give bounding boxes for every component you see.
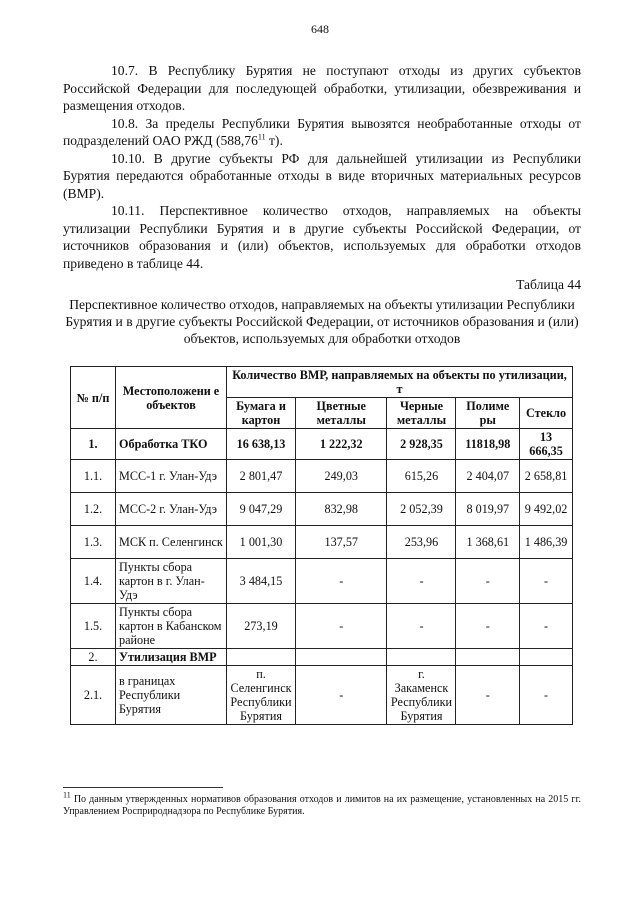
- table-label: Таблица 44: [516, 277, 581, 292]
- cell-nonferrous: 249,03: [296, 460, 387, 493]
- header-glass: Стекло: [520, 398, 573, 429]
- cell-paper: 16 638,13: [227, 429, 296, 460]
- row-num: 1.: [71, 429, 116, 460]
- row-location: Обработка ТКО: [116, 429, 227, 460]
- cell-polymers: 8 019,97: [456, 493, 520, 526]
- header-ferrous: Черные металлы: [387, 398, 456, 429]
- cell-polymers: 2 404,07: [456, 460, 520, 493]
- row-num: 1.2.: [71, 493, 116, 526]
- row-location: Утилизация ВМР: [116, 649, 227, 666]
- row-num: 1.4.: [71, 559, 116, 604]
- paragraph-10-11: 10.11. Перспективное количество отходов, направляемых на объекты утилизации Республики Бурятия и в другие субъекты Российской Федерации, от источников образования и (или) объектов, используемых для обработки отходов приведено в таблице 44.: [63, 203, 581, 271]
- row-num: 1.1.: [71, 460, 116, 493]
- cell-ferrous: 2 052,39: [387, 493, 456, 526]
- row-location: Пункты сбора картон в г. Улан-Удэ: [116, 559, 227, 604]
- table-row: [71, 666, 573, 725]
- cell-ferrous: -: [387, 604, 456, 649]
- row-location: Пункты сбора картон в Кабанском районе: [116, 604, 227, 649]
- cell-paper: 3 484,15: [227, 559, 296, 604]
- cell-ferrous: [387, 649, 456, 666]
- row-num: 2.: [71, 649, 116, 666]
- cell-paper: 2 801,47: [227, 460, 296, 493]
- cell-nonferrous: [296, 649, 387, 666]
- cell-paper: 1 001,30: [227, 526, 296, 559]
- paragraph-10-10: 10.10. В другие субъекты РФ для дальнейшей утилизации из Республики Бурятия передаются обработанные отходы в виде вторичных материальных ресурсов (ВМР).: [63, 150, 581, 201]
- table-title: Перспективное количество отходов, направляемых на объекты утилизации Республики Бурятия и в другие субъекты Российской Федерации, от источников образования и (или) объектов, используемых для обработки отходов: [65, 296, 579, 346]
- footnote: [63, 790, 581, 818]
- cell-nonferrous: -: [296, 666, 387, 725]
- row-num: 1.3.: [71, 526, 116, 559]
- paragraph-10-8-text: 10.8. За пределы Республики Бурятия вывозятся необработанные отходы от подразделений ОАО РЖД (588,76: [63, 115, 581, 148]
- header-paper: Бумага и картон: [227, 398, 296, 429]
- cell-glass: 9 492,02: [520, 493, 573, 526]
- header-location: Местоположени е объектов: [116, 367, 227, 429]
- cell-nonferrous: 832,98: [296, 493, 387, 526]
- row-location: МСС-2 г. Улан-Удэ: [116, 493, 227, 526]
- cell-paper: [227, 649, 296, 666]
- table-row: [71, 429, 573, 460]
- body-text: [63, 62, 581, 347]
- cell-glass: -: [520, 559, 573, 604]
- header-row-top: [71, 367, 573, 398]
- cell-paper: п. Селенгинск Республики Бурятия: [227, 666, 296, 725]
- cell-nonferrous: -: [296, 559, 387, 604]
- row-location: в границах Республики Бурятия: [116, 666, 227, 725]
- cell-glass: 13 666,35: [520, 429, 573, 460]
- cell-polymers: -: [456, 666, 520, 725]
- table-row: [71, 460, 573, 493]
- cell-nonferrous: 1 222,32: [296, 429, 387, 460]
- cell-glass: 1 486,39: [520, 526, 573, 559]
- table-row: [71, 649, 573, 666]
- cell-nonferrous: -: [296, 604, 387, 649]
- table-row: [71, 604, 573, 649]
- table-row: [71, 493, 573, 526]
- cell-polymers: 1 368,61: [456, 526, 520, 559]
- paragraph-10-8-tail: т).: [265, 133, 283, 148]
- cell-ferrous: 253,96: [387, 526, 456, 559]
- cell-polymers: [456, 649, 520, 666]
- cell-glass: [520, 649, 573, 666]
- cell-glass: -: [520, 604, 573, 649]
- table-row: [71, 526, 573, 559]
- waste-table: [70, 366, 573, 725]
- footnote-mark: 11: [63, 790, 71, 800]
- row-location: МСК п. Селенгинск: [116, 526, 227, 559]
- footnote-divider: [63, 787, 223, 788]
- row-location: МСС-1 г. Улан-Удэ: [116, 460, 227, 493]
- header-group: Количество ВМР, направляемых на объекты по утилизации, т: [227, 367, 573, 398]
- cell-glass: -: [520, 666, 573, 725]
- header-num: № п/п: [71, 367, 116, 429]
- cell-ferrous: -: [387, 559, 456, 604]
- header-polymers: Полиме ры: [456, 398, 520, 429]
- cell-nonferrous: 137,57: [296, 526, 387, 559]
- cell-polymers: -: [456, 604, 520, 649]
- page-number: 648: [311, 22, 329, 36]
- cell-paper: 273,19: [227, 604, 296, 649]
- row-num: 2.1.: [71, 666, 116, 725]
- paragraph-10-7: 10.7. В Республику Бурятия не поступают отходы из других субъектов Российской Федерации для последующей обработки, утилизации, обезвреживания и размещения отходов.: [63, 63, 581, 113]
- cell-ferrous: г. Закаменск Республики Бурятия: [387, 666, 456, 725]
- cell-polymers: -: [456, 559, 520, 604]
- cell-glass: 2 658,81: [520, 460, 573, 493]
- footnote-ref: 11: [257, 132, 266, 142]
- cell-ferrous: 2 928,35: [387, 429, 456, 460]
- table-row: [71, 559, 573, 604]
- footnote-text: По данным утвержденных нормативов образования отходов и лимитов на их размещение, установленных на 2015 гг. Управлением Росприроднадзора по Республике Бурятия.: [63, 794, 581, 817]
- cell-ferrous: 615,26: [387, 460, 456, 493]
- row-num: 1.5.: [71, 604, 116, 649]
- cell-polymers: 11818,98: [456, 429, 520, 460]
- header-nonferrous: Цветные металлы: [296, 398, 387, 429]
- cell-paper: 9 047,29: [227, 493, 296, 526]
- paragraph-10-8: [63, 115, 581, 150]
